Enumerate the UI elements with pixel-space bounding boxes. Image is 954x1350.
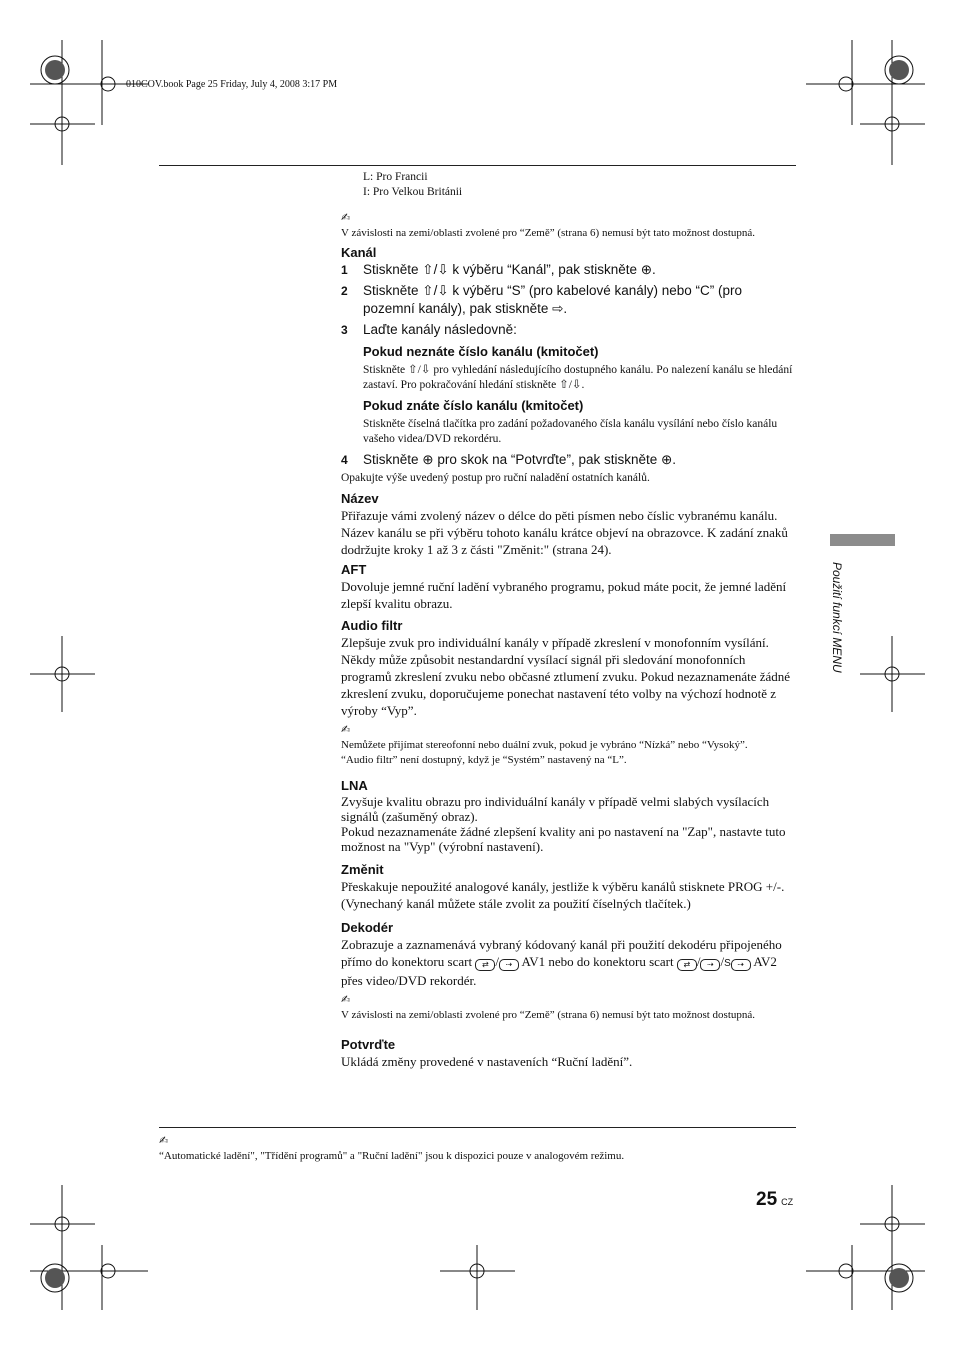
step-text: Stiskněte ⊕ pro skok na “Potvrďte”, pak stiskněte ⊕. [363,452,677,467]
audio-note-b: “Audio filtr” není dostupný, když je “Systém” nastavený na “L”. [341,754,627,766]
lna-text-2: Pokud nezaznamenáte žádné zlepšení kvality ani po nastavení na "Zap", nastavte tuto možnost na "Vyp" (výrobní nastavení). [341,824,786,854]
step-number: 3 [341,323,348,337]
lna-heading: LNA [341,778,368,793]
kanal-step-4 [341,451,796,469]
note-icon: ✍ [159,1134,169,1147]
scart-in-icon: ⇄ [475,959,495,971]
page-number [756,1189,793,1211]
kanal-sub2-text: Stiskněte číselná tlačítka pro zadání požadovaného čísla kanálu vysílání nebo číslo kanálu vašeho videa/DVD rekordéru. [363,418,778,445]
potvrdte-heading: Potvrďte [341,1037,396,1052]
page-lang: CZ [781,1197,794,1207]
dekoder-text: Zobrazuje a zaznamenává vybraný kódovaný kanál při použití dekodéru připojeného přímo do konektoru scart ⇄ / ⇢ AV1 nebo do konektoru scart ⇄ / ⇢ /S ⇢ AV2 přes video/DVD rekordér. [341,937,782,988]
section-tab-label [828,562,848,712]
dekoder-text-b: AV1 nebo do konektoru scart [521,954,674,969]
scart-in-icon: ⇄ [677,959,697,971]
dekoder-text-a: Zobrazuje a zaznamenává vybraný kódovaný kanál při použití dekodéru připojeného přímo do konektoru scart [341,937,782,969]
zmenit-heading: Změnit [341,862,384,877]
section-tab-bar [830,534,895,546]
step-text: Stiskněte ⇧/⇩ k výběru “S” (pro kabelové kanály) nebo “C” (pro pozemní kanály), pak stiskněte ⇨. [363,283,743,316]
footer-note: “Automatické ladění", "Třídění programů" a "Ruční ladění" jsou k dispozici pouze v analogovém režimu. [159,1150,625,1162]
note-zeme: V závislosti na zemi/oblasti zvolené pro “Země” (strana 6) nemusí být tato možnost dostupná. [341,227,756,239]
top-rule [159,165,796,166]
lna-text-1: Zvyšuje kvalitu obrazu pro individuální kanály v případě velmi slabých vysílacích signálů (zašuměný obraz). [341,794,770,824]
s-video-icon: ⇢ [731,959,751,971]
page-number-value: 25 [756,1189,778,1210]
nazev-text: Přiřazuje vámi zvolený název o délce do pěti písmen nebo číslic vybranému kanálu. Název kanálu se při výběru tohoto kanálu krátce objeví na obrazovce. K zadání znaků dodržujte kroky 1 až 3 z části "Změnit:" (strana 24). [341,508,788,557]
kanal-step-1 [341,261,796,279]
kanal-after: Opakujte výše uvedený postup pro ruční naladění ostatních kanálů. [341,472,650,484]
scart-out-icon: ⇢ [700,959,720,971]
aft-heading: AFT [341,562,367,577]
s-video-label: S [724,958,731,969]
dekoder-text-c: AV2 přes video/DVD rekordér. [341,954,777,988]
potvrdte-text: Ukládá změny provedené v nastaveních “Ruční ladění”. [341,1054,633,1069]
step-text: Laďte kanály následovně: [363,322,517,337]
kanal-sub1-heading: Pokud neznáte číslo kanálu (kmitočet) [363,344,599,359]
book-info: 010COV.book Page 25 Friday, July 4, 2008 3:17 PM [126,79,338,90]
country-line-l: L: Pro Francii [363,171,428,183]
aft-text: Dovoluje jemné ruční ladění vybraného programu, pokud máte pocit, že jemné ladění zlepší kvalitu obrazu. [341,579,787,611]
country-line-i: I: Pro Velkou Británii [363,186,463,198]
step-number: 2 [341,284,348,298]
kanal-step-3 [341,321,796,339]
zmenit-text: Přeskakuje nepoužité analogové kanály, jestliže k výběru kanálů stisknete PROG +/-. (Vynechaný kanál můžete stále zvolit za použití číselných tlačítek.) [341,879,785,911]
step-number: 4 [341,453,348,467]
step-text: Stiskněte ⇧/⇩ k výběru “Kanál”, pak stiskněte ⊕. [363,262,656,277]
bottom-rule [159,1127,796,1128]
dekoder-heading: Dekodér [341,920,394,935]
audio-text: Zlepšuje zvuk pro individuální kanály v případě zkreslení v monofonním vysílání. Někdy může způsobit nestandardní vysílací signál při sledování monofonních programů zkreslení zvuku nebo občasné ztlumení zvuku. Pokud nezaznamenáte žádné zkreslení zvuku, doporučujeme ponechat nastavení této volby na výchozí hodnotě z výroby “Vyp”. [341,635,791,718]
kanal-heading: Kanál [341,245,377,260]
note-icon: ✍ [341,993,351,1006]
nazev-heading: Název [341,491,379,506]
kanal-step-2 [341,282,796,318]
note-icon: ✍ [341,723,351,736]
audio-note-a: Nemůžete přijímat stereofonní nebo duální zvuk, pokud je vybráno “Nízká” nebo “Vysoký”. [341,739,748,751]
step-number: 1 [341,263,348,277]
audio-heading: Audio filtr [341,618,403,633]
main-content [341,170,796,1070]
scart-out-icon: ⇢ [499,959,519,971]
kanal-sub2-heading: Pokud znáte číslo kanálu (kmitočet) [363,398,584,413]
note-icon: ✍ [341,211,351,224]
dekoder-note: V závislosti na zemi/oblasti zvolené pro “Země” (strana 6) nemusí být tato možnost dostupná. [341,1009,756,1021]
kanal-sub1-text: Stiskněte ⇧/⇩ pro vyhledání následujícího dostupného kanálu. Po nalezení kanálu se hledání zastaví. Pro pokračování hledání stiskněte ⇧/⇩. [363,364,793,391]
section-tab-text: Použití funkcí MENU [830,562,844,673]
